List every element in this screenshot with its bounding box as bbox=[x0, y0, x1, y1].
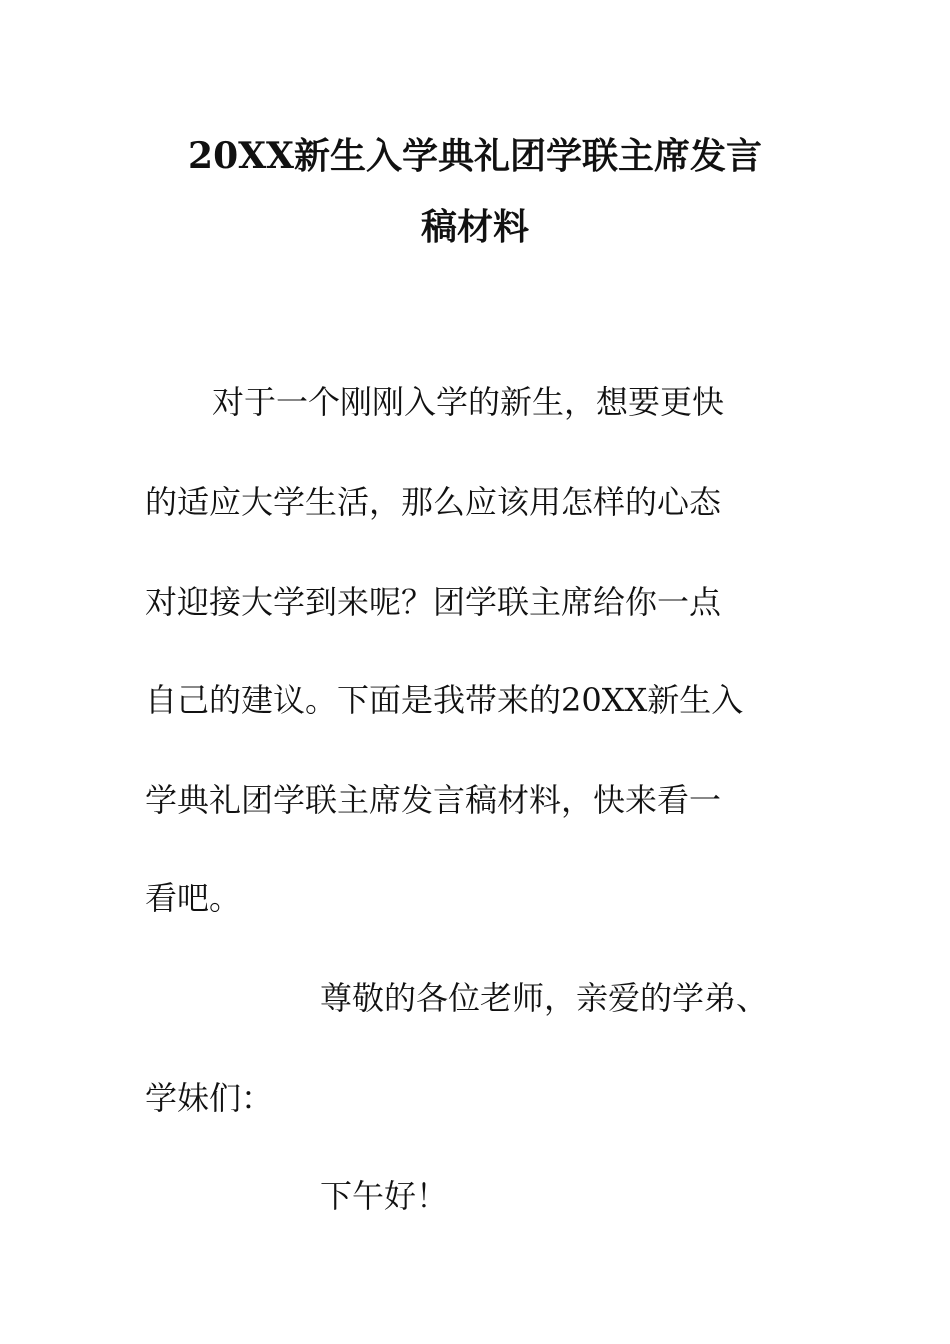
intro-line-2: 的适应大学生活，那么应该用怎样的心态 bbox=[145, 483, 722, 521]
intro-line-1: 对于一个刚刚入学的新生，想要更快 bbox=[212, 383, 725, 421]
salutation-line-2: 学妹们： bbox=[145, 1079, 274, 1117]
intro-line-4: 自己的建议。下面是我带来的20XX新生入 bbox=[145, 681, 744, 719]
intro-line-5: 学典礼团学联主席发言稿材料，快来看一 bbox=[145, 781, 722, 819]
greeting: 下午好！ bbox=[320, 1177, 449, 1215]
document-title-line-1: 20XX新生入学典礼团学联主席发言 bbox=[188, 135, 762, 177]
intro-line-6: 看吧。 bbox=[145, 879, 242, 917]
intro-line-3: 对迎接大学到来呢？团学联主席给你一点 bbox=[145, 583, 722, 621]
document-title-line-2: 稿材料 bbox=[420, 206, 529, 248]
salutation-line-1: 尊敬的各位老师，亲爱的学弟、 bbox=[320, 979, 769, 1017]
